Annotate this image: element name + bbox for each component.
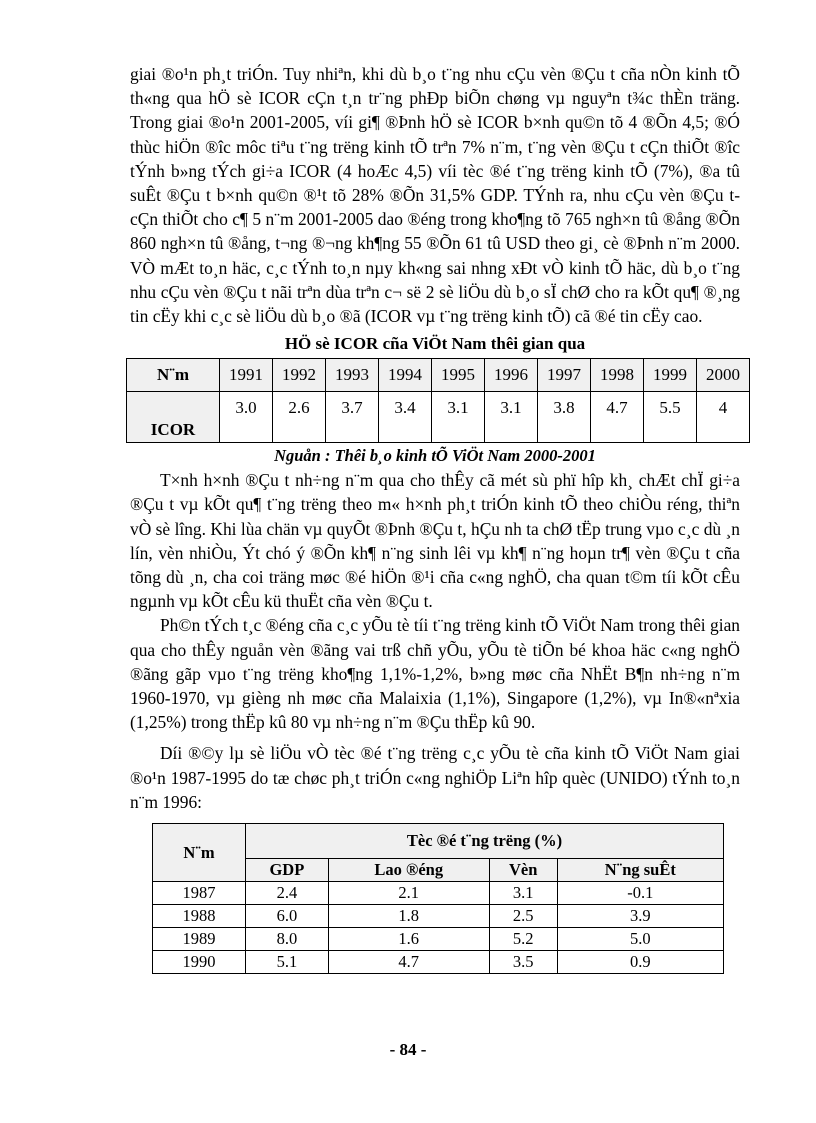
growth-cell: 5.1	[246, 951, 329, 974]
icor-table-title: HÖ sè ICOR cña ViÖt Nam thêi gian qua	[284, 334, 586, 354]
growth-cell: 3.5	[489, 951, 557, 974]
icor-value-label: ICOR	[127, 392, 220, 443]
icor-value-cell: 4.7	[591, 392, 644, 443]
icor-value-cell: 3.7	[326, 392, 379, 443]
paragraph-4: Díi ®©y lµ sè liÖu vÒ tèc ®é t¨ng trëng c¸c yÕu tè cña kinh tÕ ViÖt Nam giai ®o¹n 1987-1995 do tæ chøc ph¸t triÓn c«ng nghiÖp Liªn hîp quèc (UNIDO) tÝnh to¸n n¨m 1996:	[130, 743, 740, 812]
icor-year-row	[127, 359, 750, 392]
growth-cell: 5.2	[489, 928, 557, 951]
icor-year-cell: 1997	[538, 359, 591, 392]
growth-col-productivity: N¨ng suÊt	[557, 859, 723, 882]
growth-cell: 2.1	[328, 882, 489, 905]
growth-cell: 1.6	[328, 928, 489, 951]
icor-value-cell: 2.6	[273, 392, 326, 443]
growth-cell: 2.5	[489, 905, 557, 928]
icor-year-cell: 1998	[591, 359, 644, 392]
icor-year-label: N¨m	[127, 359, 220, 392]
icor-value-cell: 3.4	[379, 392, 432, 443]
icor-value-cell: 5.5	[644, 392, 697, 443]
icor-value-cell: 3.8	[538, 392, 591, 443]
growth-rate-table	[152, 823, 724, 974]
paragraph-1: giai ®o¹n ph¸t triÓn. Tuy nhiªn, khi dù b¸o t¨ng nhu cÇu vèn ®Çu t cña nÒn kinh tÕ th«ng qua hÖ sè ICOR cÇn t¸n tr¨ng phÐp biÕn chøng vµ nguyªn t¾c thÈn träng. Trong giai ®o¹n 2001-2005, víi gi¶ ®Þnh hÖ sè ICOR b×nh qu©n tõ 4 ®Õn 4,5; ®Ó thùc hiÖn ®îc môc tiªu t¨ng trëng kinh tÕ trªn 7% n¨m, t¨ng vèn ®Çu t cÇn thiÕt ®îc tÝnh b»ng tÝch gi÷a ICOR (4 hoÆc 4,5) víi tèc ®é t¨ng trëng kinh tÕ (7%), ®a tû suÊt ®Çu t b×nh qu©n ®¹t tõ 28% ®Õn 31,5% GDP. TÝnh ra, nhu cÇu vèn ®Çu t cÇn thiÕt cho c¶ 5 n¨m 2001-2005 dao ®éng trong kho¶ng tõ 765 ngh×n tû ®ång ®Õn 860 ngh×n tû ®ång, t¬ng ®¬ng kh¶ng 55 ®Õn 61 tû USD theo gi¸ cè ®Þnh n¨m 2000. VÒ mÆt to¸n häc, c¸c tÝnh to¸n nµy kh«ng sai nhng xÐt vÒ kinh tÕ häc, dù b¸o t¨ng nhu cÇu vèn ®Çu t nãi trªn dùa trªn c¬ së 2 sè liÖu dù b¸o sÏ chØ cho ra kÕt qu¶ ®¸ng tin cËy khi c¸c sè liÖu dù b¸o ®ã (ICOR vµ t¨ng trëng kinh tÕ) cã ®é tin cËy cao.	[130, 64, 740, 327]
growth-cell: 5.0	[557, 928, 723, 951]
growth-col-gdp: GDP	[246, 859, 329, 882]
icor-year-cell: 1995	[432, 359, 485, 392]
icor-value-cell: 3.0	[220, 392, 273, 443]
table-row	[153, 928, 724, 951]
icor-year-cell: 2000	[697, 359, 750, 392]
table-row	[153, 951, 724, 974]
growth-col-labor: Lao ®éng	[328, 859, 489, 882]
growth-group-header: Tèc ®é t¨ng trëng (%)	[246, 824, 724, 859]
growth-cell: 1990	[153, 951, 246, 974]
icor-year-cell: 1994	[379, 359, 432, 392]
growth-cell: 6.0	[246, 905, 329, 928]
growth-cell: 3.1	[489, 882, 557, 905]
icor-year-cell: 1996	[485, 359, 538, 392]
icor-value-cell: 3.1	[485, 392, 538, 443]
table-row	[153, 882, 724, 905]
icor-value-cell: 4	[697, 392, 750, 443]
growth-cell: 3.9	[557, 905, 723, 928]
growth-group-row	[153, 824, 724, 859]
growth-cell: 1.8	[328, 905, 489, 928]
document-page	[130, 62, 740, 974]
icor-year-cell: 1999	[644, 359, 697, 392]
paragraph-3: Ph©n tÝch t¸c ®éng cña c¸c yÕu tè tíi t¨ng trëng kinh tÕ ViÖt Nam trong thêi gian qua cho thÊy nguån vèn ®ãng vai trß chñ yÕu, yÕu tè tiÕn bé khoa häc c«ng nghÖ ®ãng gãp vµo t¨ng trëng kho¶ng 1,1%-1,2%, b»ng møc cña NhËt B¶n nh÷ng n¨m 1960-1970, vµ gièng nh møc cña Malaixia (1,1%), Singapore (1,2%), vµ In®«nªxia (1,25%) trong thËp kû 80 vµ nh÷ng n¨m ®Çu thËp kû 90.	[130, 615, 740, 733]
icor-year-cell: 1992	[273, 359, 326, 392]
icor-table-source: Nguån : Thêi b¸o kinh tÕ ViÖt Nam 2000-2001	[274, 446, 596, 466]
growth-cell: 2.4	[246, 882, 329, 905]
growth-cell: 8.0	[246, 928, 329, 951]
growth-cell: 1989	[153, 928, 246, 951]
growth-cell: 4.7	[328, 951, 489, 974]
growth-cell: 1988	[153, 905, 246, 928]
growth-col-capital: Vèn	[489, 859, 557, 882]
growth-cell: -0.1	[557, 882, 723, 905]
growth-cell: 1987	[153, 882, 246, 905]
icor-value-row	[127, 392, 750, 443]
growth-year-header: N¨m	[153, 824, 246, 882]
icor-table	[126, 358, 750, 443]
paragraph-2: T×nh h×nh ®Çu t nh÷ng n¨m qua cho thÊy cã mét sù phï hîp kh¸ chÆt chÏ gi÷a ®Çu t vµ kÕt qu¶ t¨ng trëng theo m« h×nh ph¸t triÓn kinh tÕ theo chiÒu réng, thiªn vÒ sè lîng. Khi lùa chän vµ quyÕt ®Þnh ®Çu t, hÇu nh ta chØ tËp trung vµo c¸c dù ¸n lín, vèn nhiÒu, Ýt chó ý ®Õn kh¶ n¨ng sinh lêi vµ kh¶ n¨ng hoµn tr¶ vèn ®Çu t cña tõng dù ¸n, cha coi träng møc ®é hiÖn ®¹i cña c«ng nghÖ, cha quan t©m tíi kÕt cÊu ngµnh vµ kÕt cÊu kü thuËt cña vèn ®Çu t.	[130, 470, 740, 612]
page-number: - 84 -	[389, 1040, 427, 1059]
table-row	[153, 905, 724, 928]
icor-year-cell: 1991	[220, 359, 273, 392]
icor-year-cell: 1993	[326, 359, 379, 392]
growth-cell: 0.9	[557, 951, 723, 974]
icor-value-cell: 3.1	[432, 392, 485, 443]
